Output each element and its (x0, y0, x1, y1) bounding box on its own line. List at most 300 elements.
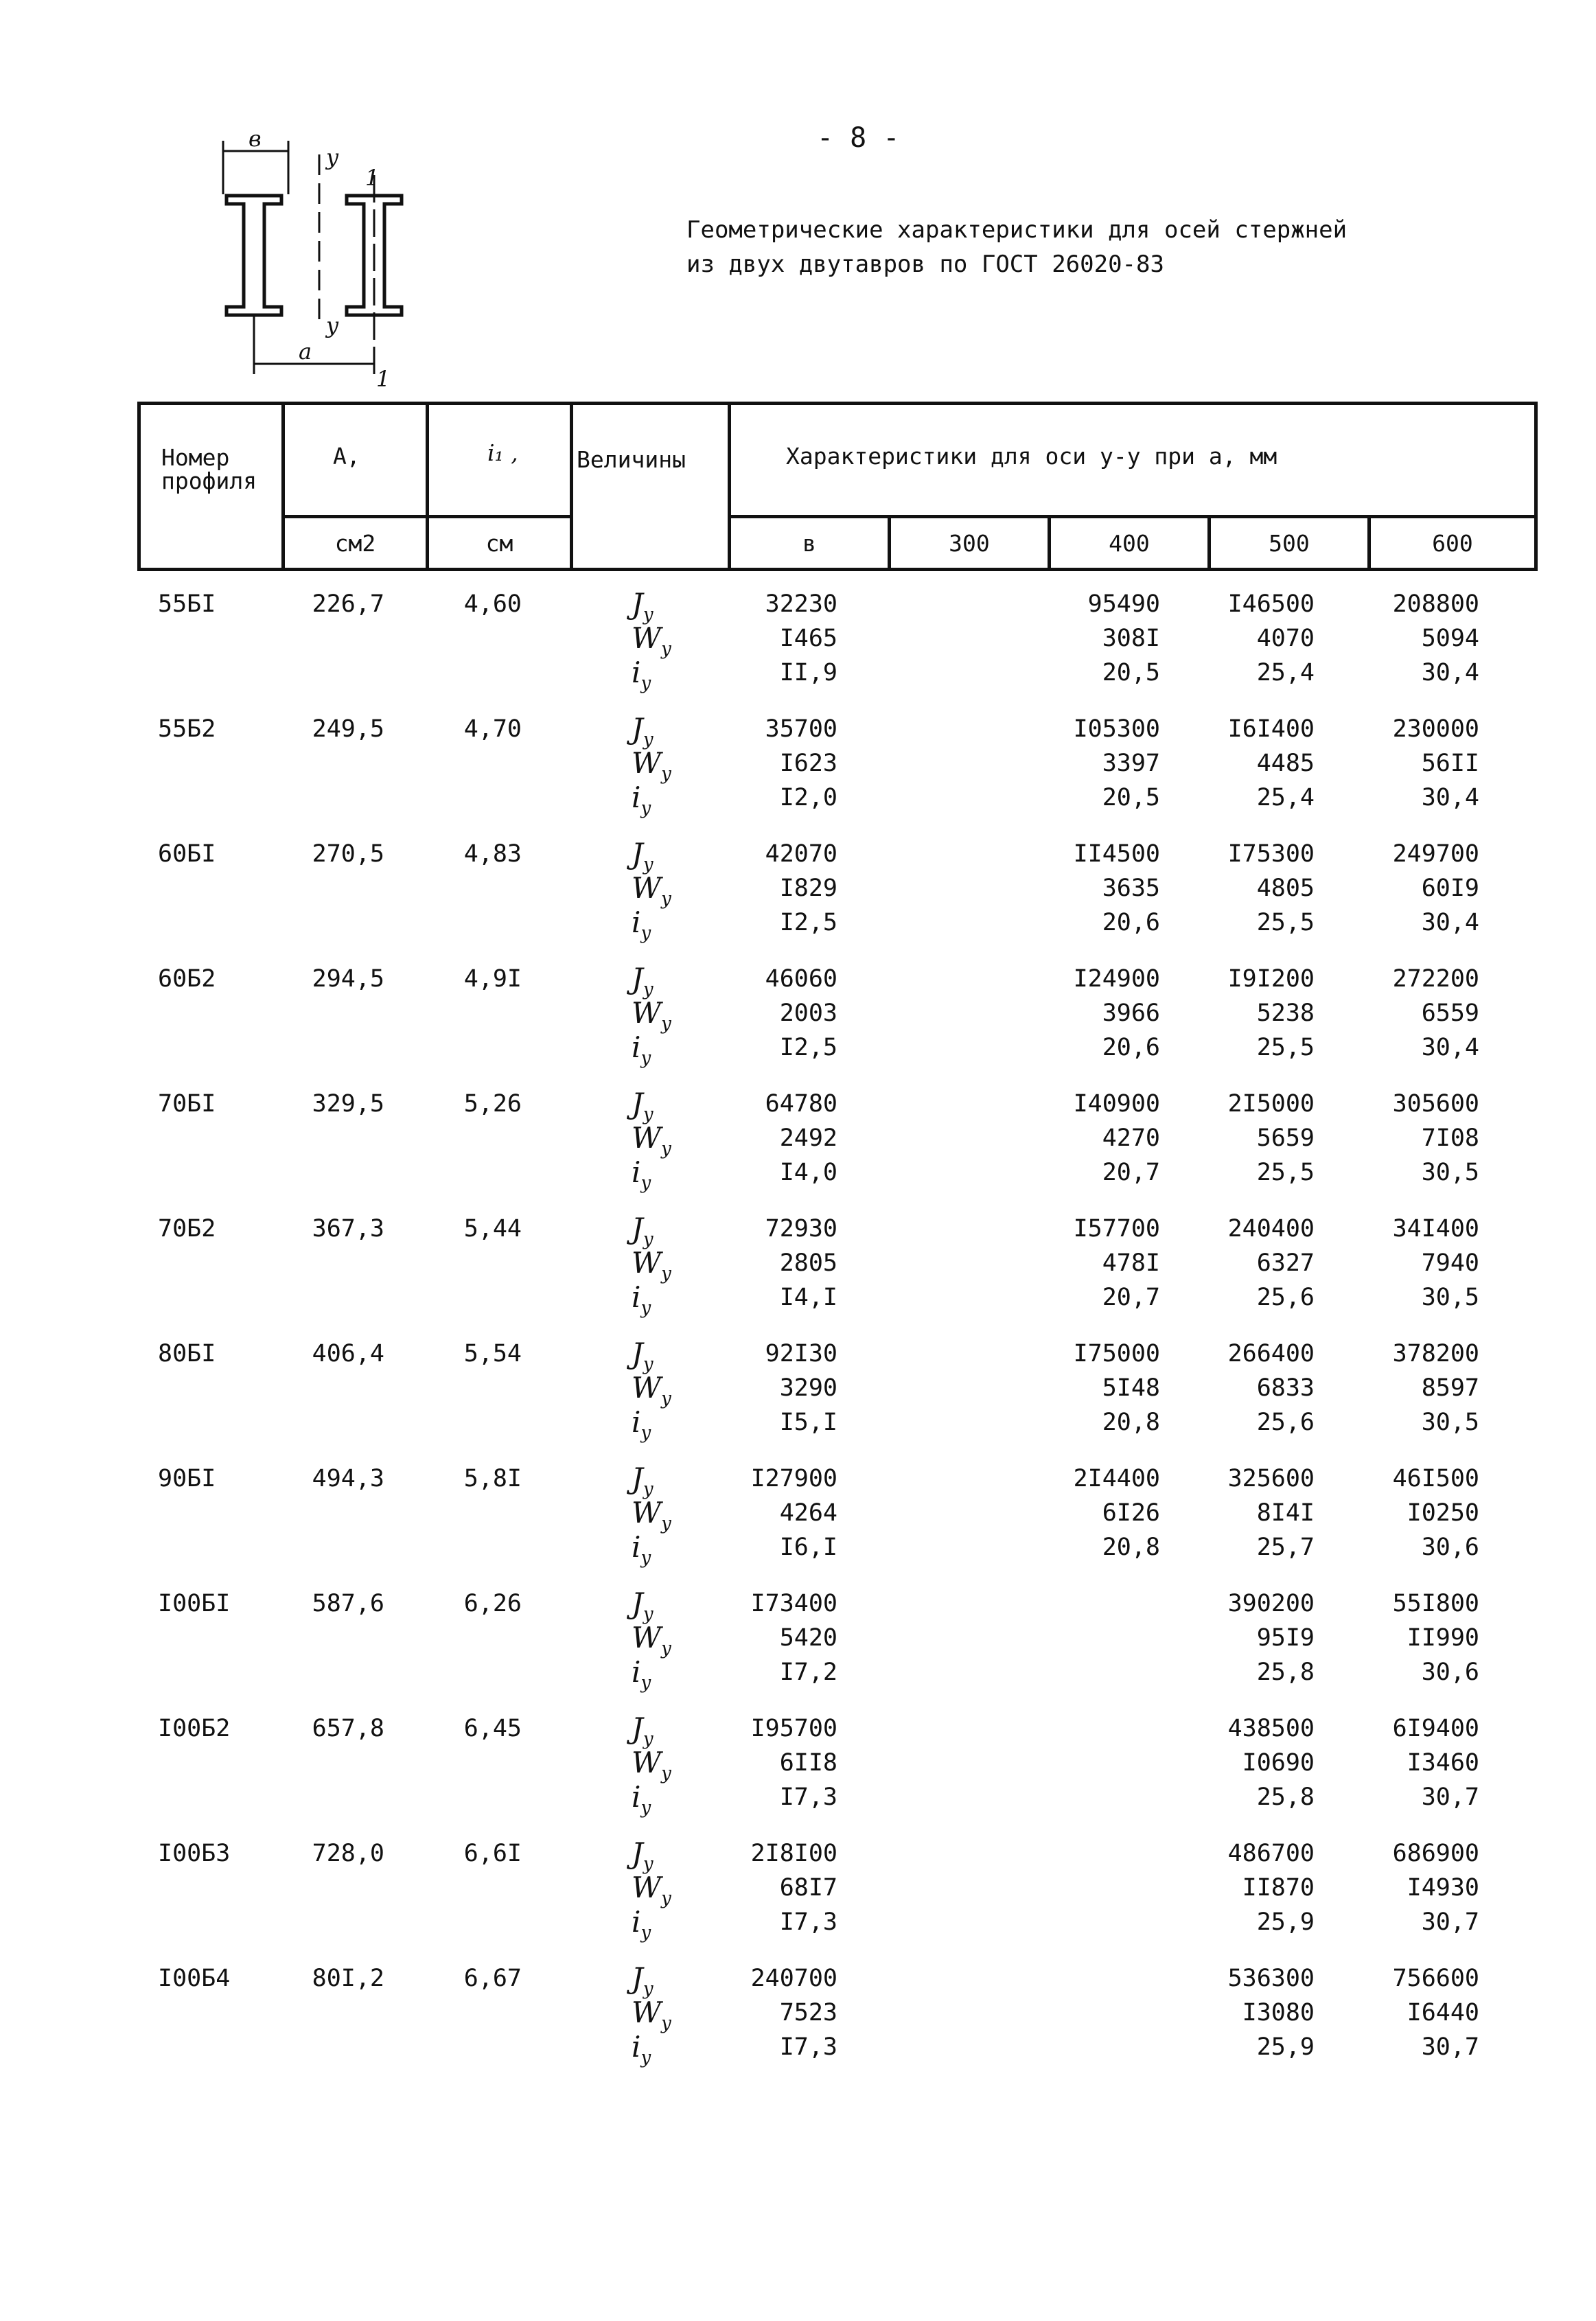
dim-spacing-label: a (299, 338, 312, 365)
section-modulus-symbol (632, 746, 686, 785)
table-cell (1064, 1996, 1160, 2030)
table-cell: I75000 (1073, 1340, 1160, 1367)
table-cell: 55I800 (1392, 1590, 1479, 1617)
table-row (0, 1711, 1596, 1836)
table-row (0, 1586, 1596, 1711)
table-cell: 6833 (1256, 1374, 1315, 1402)
moment-of-inertia-symbol-subscript: y (643, 1229, 654, 1250)
section-modulus-symbol-letter: W (632, 1746, 662, 1779)
double-i-beam-diagram (185, 127, 446, 388)
table-cell: 4070 (1256, 625, 1315, 652)
table-cell: 272200 (1392, 965, 1479, 993)
table-row (0, 712, 1596, 837)
col-400-values (1064, 1212, 1160, 1315)
radius-value: 5,54 (463, 1340, 522, 1367)
quantity-symbols (632, 962, 686, 1069)
moment-of-inertia-symbol-subscript: y (643, 1354, 654, 1375)
table-cell: I3460 (1407, 1749, 1479, 1777)
table-cell: 25,6 (1256, 1409, 1315, 1436)
table-cell: 25,5 (1256, 909, 1315, 936)
page-number: - 8 - (817, 122, 900, 154)
table-cell: I2,5 (779, 1034, 837, 1061)
area-value: 249,5 (312, 715, 384, 743)
moment-of-inertia-symbol-letter: J (632, 1961, 643, 1995)
moment-of-inertia-symbol-letter: J (632, 712, 643, 746)
radius-of-gyration-symbol (632, 1530, 686, 1569)
table-row (0, 587, 1596, 712)
table-cell: 35700 (765, 715, 837, 743)
profile-number: I00БI (158, 1590, 231, 1617)
table-cell: I40900 (1073, 1090, 1160, 1118)
radius-of-gyration-symbol-subscript: y (640, 1922, 651, 1943)
table-cell: 20,7 (1102, 1284, 1160, 1311)
area-value: 406,4 (312, 1340, 384, 1367)
radius-value: 5,8I (463, 1465, 522, 1492)
moment-of-inertia-symbol (632, 1711, 686, 1750)
table-cell: 536300 (1227, 1965, 1315, 1992)
section-modulus-symbol (632, 1496, 686, 1534)
table-cell: 2492 (779, 1124, 837, 1152)
col-500-values (1218, 1212, 1315, 1315)
area-value: 657,8 (312, 1715, 384, 1742)
table-cell: 25,4 (1256, 784, 1315, 811)
moment-of-inertia-symbol (632, 587, 686, 625)
profile-number: I00Б4 (158, 1965, 231, 1992)
table-cell: II,9 (779, 659, 837, 686)
radius-of-gyration-symbol-letter: i (632, 905, 641, 939)
radius-value: 4,83 (463, 840, 522, 868)
table-cell: I465 (779, 625, 837, 652)
section-modulus-symbol-subscript: y (661, 1138, 671, 1159)
moment-of-inertia-symbol-letter: J (632, 1586, 643, 1620)
table-cell: 208800 (1392, 590, 1479, 618)
table-cell: 378200 (1392, 1340, 1479, 1367)
col-600-values (1383, 1212, 1479, 1315)
table-cell: 2003 (779, 1000, 837, 1027)
col-400-values (1064, 1836, 1160, 1939)
table-cell (1064, 1961, 1160, 1996)
col-500-values (1218, 1711, 1315, 1814)
moment-of-inertia-symbol-letter: J (632, 1711, 643, 1745)
col-600-values (1383, 587, 1479, 690)
header-quantity: Величины (577, 446, 686, 473)
radius-of-gyration-symbol-subscript: y (640, 798, 651, 819)
section-modulus-symbol (632, 1371, 686, 1409)
table-cell: 249700 (1392, 840, 1479, 868)
moment-of-inertia-symbol-letter: J (632, 1087, 643, 1120)
moment-of-inertia-symbol-subscript: y (643, 1479, 654, 1500)
table-caption (686, 213, 1347, 281)
profile-number: I00Б3 (158, 1840, 231, 1867)
col-400-values (1064, 1462, 1160, 1564)
table-cell: I4930 (1407, 1874, 1479, 1902)
table-cell: I75300 (1227, 840, 1315, 868)
quantity-symbols (632, 1586, 686, 1694)
section-modulus-symbol-subscript: y (661, 638, 671, 660)
header-area-cell (284, 404, 428, 517)
col-400-values (1064, 1586, 1160, 1689)
profile-number: I00Б2 (158, 1715, 231, 1742)
section-modulus-symbol-letter: W (632, 1996, 662, 2029)
table-row (0, 1212, 1596, 1337)
radius-of-gyration-symbol-subscript: y (640, 1797, 651, 1818)
table-cell: 6327 (1256, 1249, 1315, 1277)
area-value: 80I,2 (312, 1965, 384, 1992)
table-cell: 6559 (1421, 1000, 1479, 1027)
table-cell: II4500 (1073, 840, 1160, 868)
dim-width-label: в (248, 127, 262, 152)
quantity-symbols (632, 837, 686, 944)
table-cell: 20,6 (1102, 909, 1160, 936)
table-cell: I95700 (750, 1715, 837, 1742)
col-500-values (1218, 1337, 1315, 1440)
table-cell: I0250 (1407, 1499, 1479, 1527)
table-cell: 25,4 (1256, 659, 1315, 686)
section-modulus-symbol (632, 1996, 686, 2034)
radius-of-gyration-symbol-subscript: y (640, 1297, 651, 1319)
table-cell: 5094 (1421, 625, 1479, 652)
table-cell: 5I48 (1102, 1374, 1160, 1402)
header-area-unit: см2 (284, 517, 428, 570)
table-cell: I0690 (1242, 1749, 1315, 1777)
header-col-400: 400 (1049, 517, 1209, 570)
quantity-symbols (632, 712, 686, 819)
table-cell: 25,7 (1256, 1534, 1315, 1561)
table-cell: 6I26 (1102, 1499, 1160, 1527)
radius-of-gyration-symbol-subscript: y (640, 1048, 651, 1069)
table-cell (1064, 1746, 1160, 1780)
table-cell: 305600 (1392, 1090, 1479, 1118)
col-600-values (1383, 1836, 1479, 1939)
section-modulus-symbol-subscript: y (661, 1388, 671, 1409)
table-cell: 2I8I00 (750, 1840, 837, 1867)
col-b-values (741, 1961, 837, 2064)
profile-number: 55БI (158, 590, 216, 618)
moment-of-inertia-symbol-subscript: y (643, 1854, 654, 1875)
col-500-values (1218, 1836, 1315, 1939)
table-cell: 64780 (765, 1090, 837, 1118)
quantity-symbols (632, 1212, 686, 1319)
section-modulus-symbol (632, 1246, 686, 1284)
radius-of-gyration-symbol-letter: i (632, 1780, 641, 1814)
radius-of-gyration-symbol (632, 2030, 686, 2068)
table-row (0, 837, 1596, 962)
col-600-values (1383, 1337, 1479, 1440)
moment-of-inertia-symbol-letter: J (632, 1462, 643, 1495)
radius-of-gyration-symbol-letter: i (632, 1905, 641, 1939)
table-row (0, 1087, 1596, 1212)
moment-of-inertia-symbol (632, 1087, 686, 1125)
table-cell: 756600 (1392, 1965, 1479, 1992)
radius-of-gyration-symbol-subscript: y (640, 2047, 651, 2068)
radius-of-gyration-symbol-letter: i (632, 656, 641, 689)
radius-of-gyration-symbol (632, 1030, 686, 1069)
table-cell: I4,I (779, 1284, 837, 1311)
area-value: 226,7 (312, 590, 384, 618)
radius-of-gyration-symbol (632, 905, 686, 944)
table-cell: 230000 (1392, 715, 1479, 743)
radius-of-gyration-symbol (632, 1155, 686, 1194)
moment-of-inertia-symbol-subscript: y (643, 1604, 654, 1625)
quantity-symbols (632, 1836, 686, 1943)
quantity-symbols (632, 587, 686, 694)
table-cell: 6II8 (779, 1749, 837, 1777)
table-cell: 72930 (765, 1215, 837, 1243)
table-row (0, 962, 1596, 1087)
table-cell: I4,0 (779, 1159, 837, 1186)
table-cell: 46060 (765, 965, 837, 993)
table-cell: 7523 (779, 1999, 837, 2026)
radius-of-gyration-symbol-letter: i (632, 781, 641, 814)
table-cell: 25,5 (1256, 1034, 1315, 1061)
table-cell (1064, 1711, 1160, 1746)
table-cell: 2I5000 (1227, 1090, 1315, 1118)
header-col-300: 300 (889, 517, 1049, 570)
radius-of-gyration-symbol (632, 1280, 686, 1319)
table-cell: I7,3 (779, 1908, 837, 1936)
table-cell: 3966 (1102, 1000, 1160, 1027)
table-cell: 32230 (765, 590, 837, 618)
moment-of-inertia-symbol-subscript: y (643, 979, 654, 1000)
header-profile: Номер профиля (161, 444, 257, 494)
table-cell: I7,2 (779, 1659, 837, 1686)
radius-value: 4,70 (463, 715, 522, 743)
table-cell: 2I4400 (1073, 1465, 1160, 1492)
table-cell: 30,4 (1421, 1034, 1479, 1061)
moment-of-inertia-symbol (632, 1836, 686, 1875)
table-cell: 486700 (1227, 1840, 1315, 1867)
area-value: 329,5 (312, 1090, 384, 1118)
table-cell: 686900 (1392, 1840, 1479, 1867)
radius-of-gyration-symbol (632, 1405, 686, 1444)
profile-number: 70Б2 (158, 1215, 216, 1243)
area-value: 494,3 (312, 1465, 384, 1492)
table-cell: 3397 (1102, 750, 1160, 777)
table-cell: 5659 (1256, 1124, 1315, 1152)
table-cell: 20,8 (1102, 1534, 1160, 1561)
table-row (0, 1836, 1596, 1961)
header-characteristics-cell (730, 404, 1536, 517)
table-cell: I73400 (750, 1590, 837, 1617)
table-cell: I57700 (1073, 1215, 1160, 1243)
section-modulus-symbol-letter: W (632, 746, 662, 780)
col-b-values (741, 1212, 837, 1315)
table-cell: 240400 (1227, 1215, 1315, 1243)
col-b-values (741, 962, 837, 1065)
table-cell (1064, 1836, 1160, 1871)
table-cell: 30,5 (1421, 1159, 1479, 1186)
radius-of-gyration-symbol-subscript: y (640, 1173, 651, 1194)
table-cell: 20,5 (1102, 784, 1160, 811)
radius-of-gyration-symbol (632, 1905, 686, 1943)
table-cell: 20,5 (1102, 659, 1160, 686)
section-modulus-symbol-letter: W (632, 1371, 662, 1405)
col-500-values (1218, 587, 1315, 690)
table-cell: 4270 (1102, 1124, 1160, 1152)
radius-value: 6,26 (463, 1590, 522, 1617)
moment-of-inertia-symbol (632, 1961, 686, 2000)
radius-of-gyration-symbol (632, 1655, 686, 1694)
moment-of-inertia-symbol (632, 1337, 686, 1375)
radius-value: 6,45 (463, 1715, 522, 1742)
radius-of-gyration-symbol-letter: i (632, 2030, 641, 2064)
area-value: 728,0 (312, 1840, 384, 1867)
col-500-values (1218, 1087, 1315, 1190)
header-col-500: 500 (1209, 517, 1369, 570)
header-characteristics: Характеристики для оси у-у при а, мм (786, 443, 1277, 470)
table-cell: II990 (1407, 1624, 1479, 1652)
section-modulus-symbol (632, 871, 686, 910)
table-cell: 20,8 (1102, 1409, 1160, 1436)
section-modulus-symbol-letter: W (632, 1496, 662, 1529)
radius-of-gyration-symbol-letter: i (632, 1280, 641, 1314)
table-cell: 42070 (765, 840, 837, 868)
col-b-values (741, 1337, 837, 1440)
section-modulus-symbol-letter: W (632, 1121, 662, 1155)
table-cell: 308I (1102, 625, 1160, 652)
table-cell: 7940 (1421, 1249, 1479, 1277)
radius-of-gyration-symbol-subscript: y (640, 1547, 651, 1569)
table-cell: I24900 (1073, 965, 1160, 993)
radius-of-gyration-symbol-letter: i (632, 1530, 641, 1564)
table-cell: 5420 (779, 1624, 837, 1652)
moment-of-inertia-symbol-subscript: y (643, 854, 654, 875)
table-cell: 30,6 (1421, 1659, 1479, 1686)
header-profile-cell (139, 404, 284, 570)
header-col-b: в (730, 517, 890, 570)
table-cell: 8I4I (1256, 1499, 1315, 1527)
table-cell: 25,5 (1256, 1159, 1315, 1186)
table-row (0, 1961, 1596, 2086)
section-modulus-symbol-subscript: y (661, 888, 671, 910)
radius-of-gyration-symbol-subscript: y (640, 1672, 651, 1694)
area-value: 367,3 (312, 1215, 384, 1243)
quantity-symbols (632, 1711, 686, 1818)
table-cell: 5238 (1256, 1000, 1315, 1027)
col-600-values (1383, 1462, 1479, 1564)
section-modulus-symbol (632, 1746, 686, 1784)
quantity-symbols (632, 1337, 686, 1444)
table-cell: 266400 (1227, 1340, 1315, 1367)
radius-value: 6,6I (463, 1840, 522, 1867)
moment-of-inertia-symbol (632, 1212, 686, 1250)
table-cell: 6I9400 (1392, 1715, 1479, 1742)
axis-y-bottom-label: y (326, 312, 339, 338)
section-modulus-symbol (632, 1121, 686, 1159)
table-cell: 25,8 (1256, 1783, 1315, 1811)
radius-value: 5,44 (463, 1215, 522, 1243)
radius-value: 4,60 (463, 590, 522, 618)
table-cell: 30,4 (1421, 909, 1479, 936)
table-row (0, 1337, 1596, 1462)
col-400-values (1064, 1087, 1160, 1190)
radius-of-gyration-symbol (632, 1780, 686, 1818)
col-400-values (1064, 1711, 1160, 1814)
profile-number: 90БI (158, 1465, 216, 1492)
table-cell: I7,3 (779, 1783, 837, 1811)
axis-1-bottom-label: 1 (376, 366, 391, 388)
header-col-600: 600 (1369, 517, 1536, 570)
col-400-values (1064, 837, 1160, 940)
header-radius-unit: см (428, 517, 572, 570)
section-modulus-symbol-subscript: y (661, 1013, 671, 1035)
header-area: А, (333, 443, 360, 470)
table-cell: I5,I (779, 1409, 837, 1436)
table-cell: II870 (1242, 1874, 1315, 1902)
table-cell: I7,3 (779, 2033, 837, 2061)
radius-of-gyration-symbol-letter: i (632, 1655, 641, 1689)
area-value: 587,6 (312, 1590, 384, 1617)
col-500-values (1218, 1586, 1315, 1689)
col-600-values (1383, 1087, 1479, 1190)
table-cell: I6440 (1407, 1999, 1479, 2026)
table-cell: 25,9 (1256, 2033, 1315, 2061)
table-cell: 3290 (779, 1374, 837, 1402)
table-cell: 30,7 (1421, 1908, 1479, 1936)
col-600-values (1383, 1586, 1479, 1689)
table-cell: 30,5 (1421, 1409, 1479, 1436)
table-cell: 25,6 (1256, 1284, 1315, 1311)
profile-number: 60Б2 (158, 965, 216, 993)
col-600-values (1383, 837, 1479, 940)
area-value: 294,5 (312, 965, 384, 993)
section-modulus-symbol-subscript: y (661, 1763, 671, 1784)
col-400-values (1064, 962, 1160, 1065)
radius-of-gyration-symbol-letter: i (632, 1155, 641, 1189)
quantity-symbols (632, 1462, 686, 1569)
header-radius-cell (428, 404, 572, 517)
table-cell: 2805 (779, 1249, 837, 1277)
col-b-values (741, 587, 837, 690)
radius-of-gyration-symbol-subscript: y (640, 1422, 651, 1444)
table-cell: 30,7 (1421, 1783, 1479, 1811)
col-500-values (1218, 1462, 1315, 1564)
table-cell: I9I200 (1227, 965, 1315, 993)
axis-y-top-label: y (326, 144, 339, 170)
table-cell: I46500 (1227, 590, 1315, 618)
moment-of-inertia-symbol-subscript: y (643, 604, 654, 625)
section-modulus-symbol-subscript: y (661, 1513, 671, 1534)
table-cell: 4264 (779, 1499, 837, 1527)
caption-line-1: Геометрические характеристики для осей стержней (686, 216, 1348, 244)
axis-1-top-label: 1 (365, 165, 380, 191)
col-400-values (1064, 587, 1160, 690)
col-600-values (1383, 712, 1479, 815)
table-cell: 56II (1421, 750, 1479, 777)
moment-of-inertia-symbol (632, 1462, 686, 1500)
table-cell: 30,5 (1421, 1284, 1479, 1311)
table-cell: 390200 (1227, 1590, 1315, 1617)
table-cell (1064, 1586, 1160, 1621)
moment-of-inertia-symbol-subscript: y (643, 729, 654, 750)
caption-line-2: из двух двутавров по ГОСТ 26020-83 (686, 251, 1164, 278)
table-cell: 325600 (1227, 1465, 1315, 1492)
table-cell: I2,5 (779, 909, 837, 936)
col-600-values (1383, 1961, 1479, 2064)
section-modulus-symbol (632, 1871, 686, 1909)
section-modulus-symbol-letter: W (632, 871, 662, 905)
radius-value: 5,26 (463, 1090, 522, 1118)
radius-of-gyration-symbol-subscript: y (640, 673, 651, 694)
col-400-values (1064, 712, 1160, 815)
table-cell: 20,6 (1102, 1034, 1160, 1061)
col-500-values (1218, 712, 1315, 815)
col-b-values (741, 1711, 837, 1814)
radius-of-gyration-symbol-letter: i (632, 1030, 641, 1064)
profile-number: 55Б2 (158, 715, 216, 743)
moment-of-inertia-symbol-letter: J (632, 962, 643, 995)
col-b-values (741, 1462, 837, 1564)
